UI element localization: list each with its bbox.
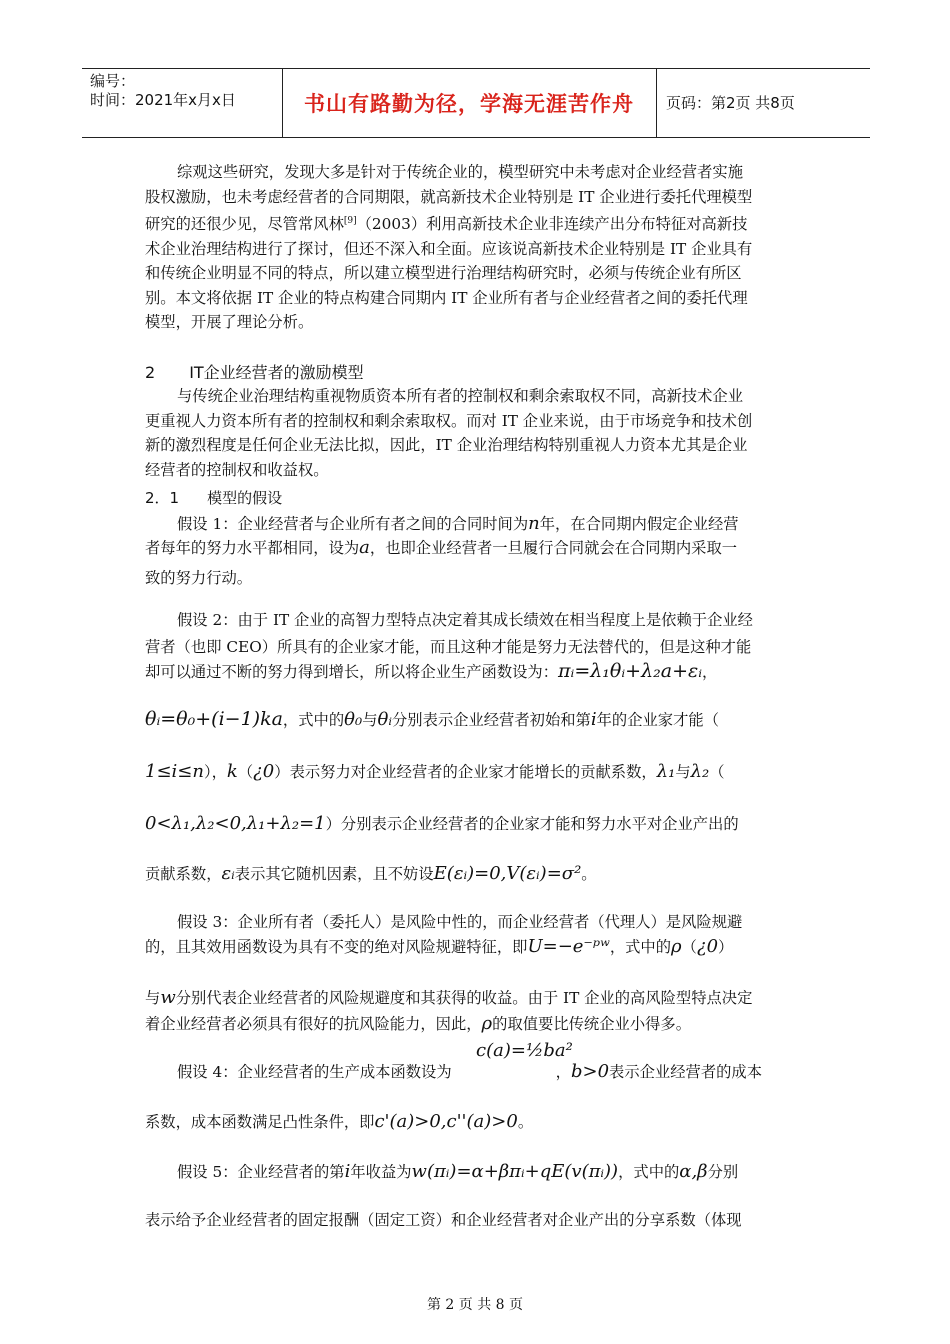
header-divider-left — [282, 69, 283, 137]
formula-cost: c(a)=½ba² — [476, 1040, 573, 1061]
assumption-2-line-5: 1≤i≤n），k（¿0）表示努力对企业经营者的企业家才能增长的贡献系数，λ₁与λ₂（ — [145, 761, 725, 782]
assumption-2-line-1: 假设 2：由于 IT 企业的高智力型特点决定着其成长绩效在相当程度上是依赖于企业经 — [177, 611, 753, 629]
document-date: 时间：2021年x月x日 — [90, 91, 236, 109]
formula-a: a — [359, 537, 370, 558]
header-left — [90, 72, 236, 110]
header-bottom-rule — [82, 137, 870, 138]
assumption-1-line-1: 假设 1：企业经营者与企业所有者之间的合同时间为n年，在合同期内假定企业经营 — [177, 513, 739, 534]
assumption-3-line-1: 假设 3：企业所有者（委托人）是风险中性的，而企业经营者（代理人）是风险规避 — [177, 913, 743, 931]
citation-ref[interactable]: [9] — [343, 216, 357, 226]
header-motto: 书山有路勤为径，学海无涯苦作舟 — [304, 92, 634, 116]
formula-n: n — [528, 513, 540, 534]
formula-production: πᵢ=λ₁θᵢ+λ₂a+εᵢ — [558, 660, 703, 682]
assumption-3-line-4: 着企业经营者必须具有很好的抗风险能力，因此，ρ的取值要比传统企业小得多。 — [145, 1013, 692, 1034]
assumption-5-line-2: 表示给予企业经营者的固定报酬（固定工资）和企业经营者对企业产出的分享系数（体现 — [145, 1211, 742, 1229]
paragraph-section2: 与传统企业治理结构重视物质资本所有者的控制权和剩余索取权不同，高新技术企业 更重视人力资本所有者的控制权和剩余索取权。而对 IT 企业来说，由于市场竞争和技术创 新的激烈程度是任何企业无法比拟，因此，IT 企业治理结构特别重视人力资本尤其是企业 经营者的控制权和收益权。 — [145, 387, 753, 479]
header-top-rule — [82, 68, 870, 69]
document-number: 编号： — [90, 72, 136, 90]
section-heading: 2 IT企业经营者的激励模型 — [145, 363, 364, 382]
assumption-1-line-3: 致的努力行动。 — [145, 569, 253, 587]
assumption-3-line-3: 与w分别代表企业经营者的风险规避度和其获得的收益。由于 IT 企业的高风险型特点决定 — [145, 987, 753, 1008]
formula-theta: θᵢ=θ₀+(i−1)ka — [145, 708, 283, 730]
assumption-2-line-7: 贡献系数，εᵢ表示其它随机因素，且不妨设E(εᵢ)=0,V(εᵢ)=σ²。 — [145, 863, 597, 884]
header-divider-right — [656, 69, 657, 137]
formula-utility: U=−e⁻ᵖʷ — [527, 936, 610, 957]
page-footer: 第 2 页 共 8 页 — [426, 1297, 524, 1313]
subsection-heading: 2．1 模型的假设 — [145, 489, 283, 507]
assumption-4-line-1: 假设 4：企业经营者的生产成本函数设为 ，b>0表示企业经营者的成本 — [177, 1061, 763, 1082]
assumption-2-line-4: θᵢ=θ₀+(i−1)ka，式中的θ₀与θᵢ分别表示企业经营者初始和第i年的企业家才能（ — [145, 708, 719, 730]
assumption-5-line-1: 假设 5：企业经营者的第i年收益为w(πᵢ)=α+βπᵢ+qE(v(πᵢ))，式中的α,β分别 — [177, 1161, 739, 1182]
header-page-info: 页码：第2页 共8页 — [666, 94, 795, 112]
paragraph-intro: 综观这些研究，发现大多是针对于传统企业的，模型研究中未考虑对企业经营者实施 股权激励，也未考虑经营者的合同期限，就高新技术企业特别是 IT 企业进行委托代理模型 研究的还很少见，尽管常风林[9]（2003）利用高新技术企业非连续产出分布特征对高新技 术企业治理结构进行了探讨，但还不深入和全面。应该说高新技术企业特别是 IT 企业具有 和传统企业明显不同的特点，所以建立模型进行治理结构研究时，必须与传统企业有所区 别。本文将依据 IT 企业的特点构建合同期内 IT 企业所有者与企业经营者之间的委托代理 模型，开展了理论分析。 — [145, 163, 753, 331]
assumption-2-line-2: 营者（也即 CEO）所具有的企业家才能，而且这种才能是努力无法替代的，但是这种才能 — [145, 638, 752, 656]
assumption-3-line-2: 的，且其效用函数设为具有不变的绝对风险规避特征，即U=−e⁻ᵖʷ，式中的ρ（¿0） — [145, 936, 734, 957]
assumption-2-line-6: 0<λ₁,λ₂<0,λ₁+λ₂=1）分别表示企业经营者的企业家才能和努力水平对企业产出的 — [145, 813, 739, 834]
assumption-1-line-2: 者每年的努力水平都相同，设为a，也即企业经营者一旦履行合同就会在合同期内采取一 — [145, 537, 738, 558]
assumption-2-line-3: 却可以通过不断的努力得到增长，所以将企业生产函数设为：πᵢ=λ₁θᵢ+λ₂a+εᵢ， — [145, 660, 718, 682]
formula-income: w(πᵢ)=α+βπᵢ+qE(v(πᵢ)) — [411, 1161, 619, 1182]
assumption-4-line-2: 系数，成本函数满足凸性条件，即c'(a)>0,c''(a)>0。 — [145, 1111, 534, 1132]
